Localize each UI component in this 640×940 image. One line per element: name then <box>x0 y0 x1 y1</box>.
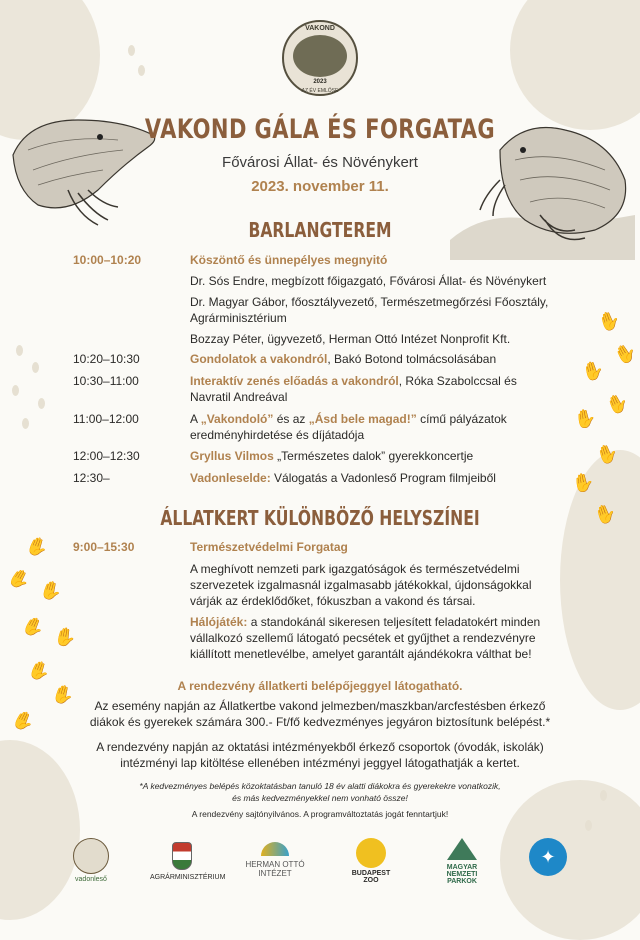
info-line: Az esemény napján az Állatkertbe vakond jelmezben/maszkban/arcfestésben érkező <box>94 699 546 713</box>
footnote-line: *A kedvezményes belépés közoktatásban tanuló 18 év alatti diákokra és gyerekekre vonatkozik, <box>139 781 501 791</box>
logo-label: AGRÁRMINISZTÉRIUM <box>150 874 226 881</box>
paw-print-icon: ✋ <box>25 657 54 685</box>
bg-dot <box>12 385 19 396</box>
badge-mole-image <box>293 35 347 77</box>
paw-print-icon: ✋ <box>18 613 48 641</box>
bird-icon: ✦ <box>529 838 567 876</box>
paw-print-icon: ✋ <box>602 390 632 418</box>
bg-dot <box>22 418 29 429</box>
logo-label: MAGYAR NEMZETI PARKOK <box>446 864 478 885</box>
program-time: 10:30–11:00 <box>73 374 139 388</box>
program-title-text-2: „Ásd bele magad!” <box>308 412 417 426</box>
program-time: 10:20–10:30 <box>73 352 140 366</box>
paw-print-icon: ✋ <box>579 358 607 384</box>
program-title <box>190 538 348 556</box>
bg-dot <box>585 820 592 831</box>
program-time: 11:00–12:00 <box>73 412 139 426</box>
badge-bottom-text: AZ ÉV EMLŐSE <box>301 88 339 94</box>
paw-print-icon: ✋ <box>23 533 52 561</box>
program-mid: és az <box>273 412 309 426</box>
program-time: 10:00–10:20 <box>73 253 142 267</box>
logo-budapest-zoo[interactable] <box>346 838 396 884</box>
program-detail: című pályázatok <box>416 412 507 426</box>
logo-vadonleso[interactable] <box>66 838 116 883</box>
program-title-text: Köszöntő és ünnepélyes megnyitó <box>190 253 388 267</box>
ticket-info-highlight: A rendezvény állatkerti belépőjeggyel látogatható. <box>177 679 463 693</box>
speaker-line: Dr. Magyar Gábor, főosztályvezető, Természetmegőrzési Főosztály, <box>190 295 549 309</box>
program-title-text: Természetvédelmi Forgatag <box>190 540 348 554</box>
logo-bird-circle[interactable] <box>526 838 570 876</box>
section-title-barlangterem: BARLANGTEREM <box>248 218 392 242</box>
logo-label: vadonleső <box>75 876 107 883</box>
program-detail: , Róka Szabolccsal és <box>398 374 517 388</box>
program-detail-line: eredményhirdetése és díjátadója <box>190 428 365 442</box>
paw-print-icon: ✋ <box>572 407 598 431</box>
paw-print-icon: ✋ <box>570 471 596 495</box>
program-detail: „Természetes dalok” gyerekkoncertje <box>273 449 474 463</box>
paw-print-icon: ✋ <box>52 625 78 649</box>
program-prefix: A <box>190 412 201 426</box>
program-title-text: Interaktív zenés előadás a vakondról <box>190 374 399 388</box>
program-detail-line: Navratil Andreával <box>190 390 288 404</box>
page-title: VAKOND GÁLA ÉS FORGATAG <box>144 114 496 145</box>
program-title-text: Gryllus Vilmos <box>190 449 274 463</box>
bg-dot <box>38 398 45 409</box>
program-time: 12:30– <box>73 471 110 485</box>
logo-agrarminiszterium[interactable] <box>150 838 226 881</box>
speaker-line: Bozzay Péter, ügyvezető, Herman Ottó Intézet Nonprofit Kft. <box>190 332 511 346</box>
paw-print-icon: ✋ <box>610 339 640 369</box>
program-title <box>190 251 387 269</box>
section-title-helyszinek: ÁLLATKERT KÜLÖNBÖZŐ HELYSZÍNEI <box>160 506 480 530</box>
bg-dot <box>128 45 135 56</box>
vakond-badge <box>282 20 358 96</box>
description-line: kiállított menetlevélbe, amelyet garantált ajándékokra válthat be! <box>190 647 532 661</box>
paw-print-icon: ✋ <box>591 500 620 528</box>
paw-print-icon: ✋ <box>49 682 77 708</box>
logo-label: HERMAN OTTÓ INTÉZET <box>245 860 305 878</box>
program-detail: Válogatás a Vadonleső Program filmjeiből <box>270 471 496 485</box>
halojatek-label: Hálójáték: <box>190 615 248 629</box>
program-title-text: Vadonleselde: <box>190 471 271 485</box>
program-time: 9:00–15:30 <box>73 540 135 554</box>
paw-print-icon: ✋ <box>593 440 622 468</box>
logo-label: BUDAPEST ZOO <box>351 870 391 884</box>
program-entry <box>190 350 496 368</box>
bg-dot <box>16 345 23 356</box>
logo-nemzeti-parkok[interactable] <box>432 838 492 885</box>
speaker-line: Agrárminisztérium <box>190 311 287 325</box>
paw-print-icon: ✋ <box>4 564 34 594</box>
bg-dot <box>32 362 39 373</box>
program-detail: , Bakó Botond tolmácsolásában <box>327 352 497 366</box>
info-line: intézményi lap kitöltése ellenében intézményi jeggyel látogathatják a kertet. <box>120 756 520 770</box>
footnote-line: és más kedvezményekkel nem vonható össze! <box>232 793 408 803</box>
speaker-line: Dr. Sós Endre, megbízott főigazgató, Fővárosi Állat- és Növénykert <box>190 274 547 288</box>
logo-herman-otto[interactable] <box>238 838 312 878</box>
description-line: várják az érdeklődőket, fókuszban a vakond és társai. <box>190 594 476 608</box>
paw-print-icon: ✋ <box>37 578 65 604</box>
paw-print-icon: ✋ <box>8 707 38 735</box>
bg-dot <box>138 65 145 76</box>
event-date: 2023. november 11. <box>251 178 389 195</box>
info-line: diákok és gyerekek számára 300.- Ft/fő kedvezményes jegyáron biztosítunk belépést.* <box>89 715 551 729</box>
bg-blob <box>510 0 640 130</box>
info-line: A rendezvény napján az oktatási intézményekből érkező csoportok (óvodák, iskolák) <box>96 740 544 754</box>
program-title-text: Gondolatok a vakondról <box>190 352 328 366</box>
program-title-text: „Vakondoló” <box>200 412 274 426</box>
description-line: szervezetek izgalmasnál izgalmasabb játékokkal, újdonságokkal <box>190 578 532 592</box>
program-entry <box>190 469 496 487</box>
page-subtitle: Fővárosi Állat- és Növénykert <box>222 154 418 171</box>
program-time: 12:00–12:30 <box>73 449 140 463</box>
bg-blob <box>500 780 640 940</box>
description-line: A meghívott nemzeti park igazgatóságok és természetvédelmi <box>190 562 520 576</box>
description-line: vállalkozó szellemű látogató pecsétek et gyűjthet a rendezvényre <box>190 631 536 645</box>
paw-print-icon: ✋ <box>595 307 624 335</box>
program-entry <box>190 447 473 465</box>
badge-year: 2023 <box>313 79 327 85</box>
halojatek-text: a standokánál sikeresen teljesített feladatokért minden <box>247 615 541 629</box>
badge-top-text: VAKOND <box>305 25 335 32</box>
press-notice: A rendezvény sajtónyilvános. A programváltoztatás jogát fenntartjuk! <box>191 809 449 819</box>
